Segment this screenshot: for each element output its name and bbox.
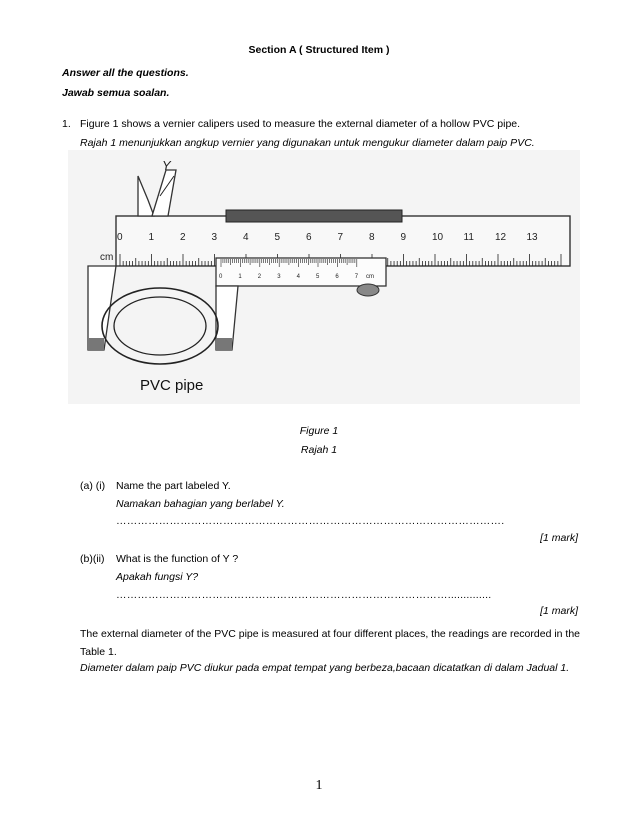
answer-line-a-i[interactable]: ………………………………………………………………………………………………. (116, 515, 505, 527)
main-scale-tick-label: 2 (180, 232, 186, 243)
question-a-i-text-english: Name the part labeled Y. (116, 480, 231, 492)
depth-rod (226, 210, 402, 222)
vernier-scale-tick-label: 6 (335, 274, 339, 280)
question-b-ii-text-english: What is the function of Y ? (116, 553, 239, 565)
vernier-scale-tick-label: 2 (257, 274, 262, 280)
paragraph-english: The external diameter of the PVC pipe is measured at four different places, the readings are recorded in the Table 1. (80, 628, 581, 658)
vernier-scale-tick-label: 7 (354, 274, 359, 280)
vernier-slider (216, 258, 386, 286)
page-number: 1 (315, 778, 323, 793)
figure-caption-english: Figure 1 (299, 425, 339, 437)
vernier-scale-tick-label: 4 (296, 274, 300, 280)
thumb-knob (357, 284, 379, 296)
main-scale-unit: cm (100, 252, 114, 263)
pvc-pipe-label: PVC pipe (140, 377, 204, 394)
section-title: Section A ( Structured Item ) (248, 44, 390, 56)
mark-b-ii: [1 mark] (540, 605, 578, 617)
main-scale-tick-label: 5 (274, 232, 281, 243)
label-y: Y (162, 158, 171, 173)
vernier-scale-tick-label: 0 (219, 274, 223, 280)
vernier-calipers-figure (68, 150, 580, 404)
mark-a-i: [1 mark] (540, 532, 578, 544)
main-scale-tick-label: 13 (526, 232, 538, 243)
main-scale-tick-label: 1 (148, 232, 155, 243)
vernier-scale-tick-label: 3 (277, 274, 281, 280)
question-1-number: 1. (62, 118, 71, 130)
question-b-ii-text-malay: Apakah fungsi Y? (116, 571, 199, 583)
main-scale-tick-label: 6 (306, 232, 312, 243)
answer-line-b-ii[interactable]: ………………………………………………………………………………….............. (116, 589, 492, 601)
figure-caption-malay: Rajah 1 (300, 444, 338, 456)
main-scale-tick-label: 4 (243, 232, 249, 243)
sliding-jaw-tip (216, 338, 232, 350)
main-scale-tick-label: 9 (400, 232, 407, 243)
instruction-malay: Jawab semua soalan. (62, 87, 170, 99)
main-scale-tick-label: 10 (432, 232, 444, 243)
vernier-scale-tick-label: 5 (316, 274, 320, 280)
main-scale-tick-label: 12 (495, 232, 507, 243)
main-scale-tick-label: 8 (369, 232, 375, 243)
vernier-unit: cm (366, 274, 374, 280)
main-scale-tick-label: 11 (463, 232, 474, 243)
vernier-scale-tick-label: 1 (238, 274, 242, 280)
question-a-i-label: (a) (i) (80, 480, 106, 492)
question-1-text-english: Figure 1 shows a vernier calipers used to measure the external diameter of a hollow PVC pipe. (80, 118, 521, 130)
fixed-jaw-tip (88, 338, 104, 350)
question-b-ii-label: (b)(ii) (80, 553, 105, 565)
question-a-i-text-malay: Namakan bahagian yang berlabel Y. (116, 498, 285, 510)
main-scale-tick-label: 3 (211, 232, 218, 243)
question-1-text-malay: Rajah 1 menunjukkan angkup vernier yang digunakan untuk mengukur diameter dalam paip PVC. (80, 137, 535, 149)
main-scale-tick-label: 7 (337, 232, 344, 243)
paragraph-malay: Diameter dalam paip PVC diukur pada empat tempat yang berbeza,bacaan dicatatkan di dalam Jadual 1. (80, 662, 570, 674)
instruction-english: Answer all the questions. (62, 67, 189, 79)
main-scale-tick-label: 0 (117, 232, 123, 243)
